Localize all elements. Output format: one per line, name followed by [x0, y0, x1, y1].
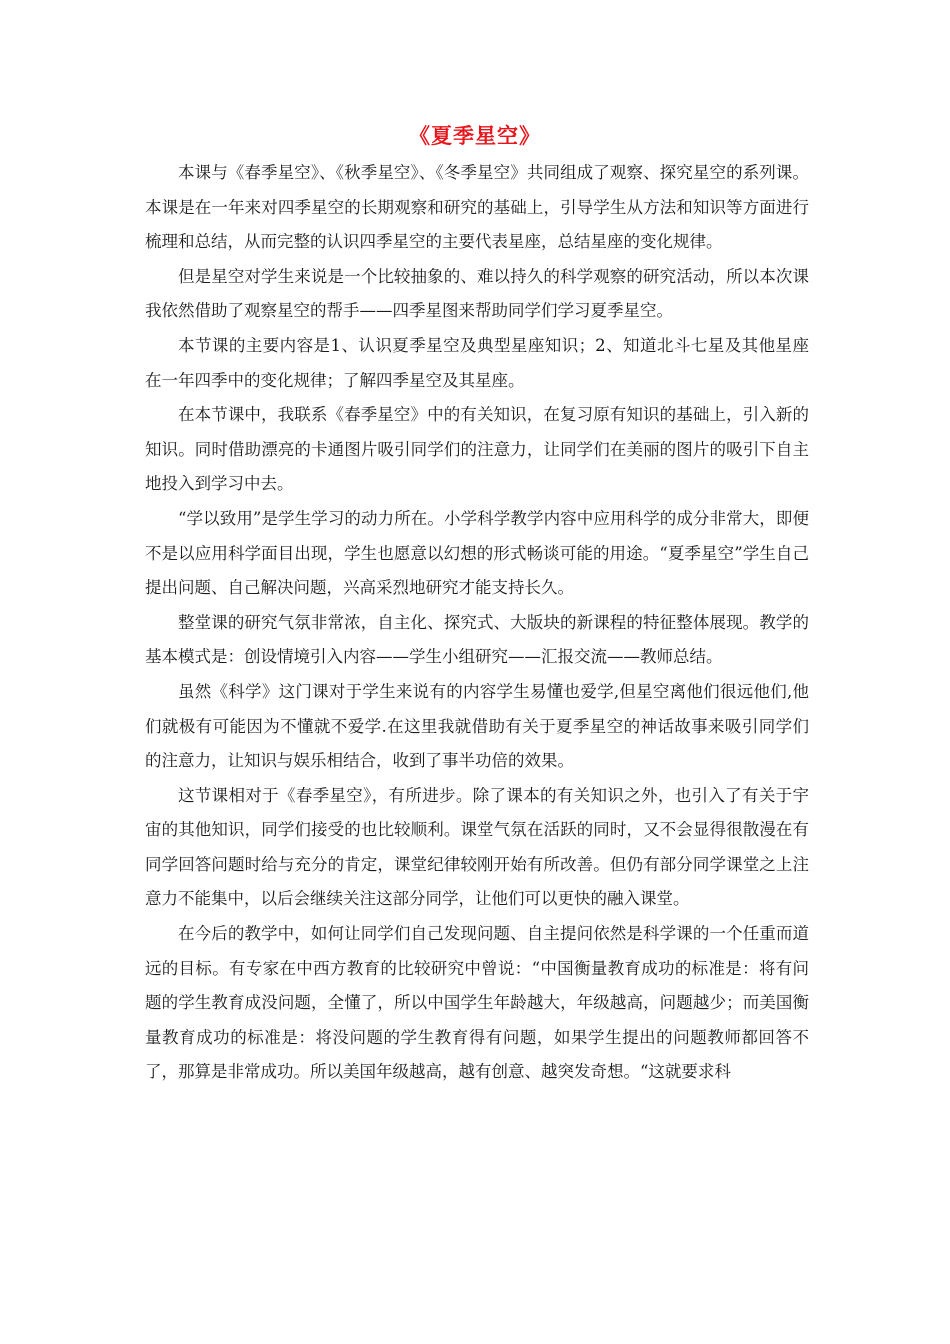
paragraph: 本节课的主要内容是1、认识夏季星空及典型星座知识；2、知道北斗七星及其他星座在一年四季中的变化规律；了解四季星空及其星座。 [145, 335, 809, 390]
document-body [145, 156, 809, 1090]
paragraph: 这节课相对于《春季星空》，有所进步。除了课本的有关知识之外，也引入了有关于宇宙的其他知识，同学们接受的也比较顺利。课堂气氛在活跃的同时，又不会显得很散漫在有同学回答问题时给与充分的肯定，课堂纪律较刚开始有所改善。但仍有部分同学课堂之上注意力不能集中，以后会继续关注这部分同学，让他们可以更快的融入课堂。 [145, 785, 809, 909]
paragraph: 虽然《科学》这门课对于学生来说有的内容学生易懂也爱学,但星空离他们很远他们,他们就极有可能因为不懂就不爱学.在这里我就借助有关于夏季星空的神话故事来吸引同学们的注意力，让知识与娱乐相结合，收到了事半功倍的效果。 [145, 681, 809, 771]
paragraph: “学以致用”是学生学习的动力所在。小学科学教学内容中应用科学的成分非常大，即便不是以应用科学面目出现，学生也愿意以幻想的形式畅谈可能的用途。“夏季星空”学生自己提出问题、自己解决问题，兴高采烈地研究才能支持长久。 [145, 508, 809, 598]
paragraph: 在本节课中，我联系《春季星空》中的有关知识，在复习原有知识的基础上，引入新的知识。同时借助漂亮的卡通图片吸引同学们的注意力，让同学们在美丽的图片的吸引下自主地投入到学习中去。 [145, 405, 809, 494]
paragraph: 整堂课的研究气氛非常浓，自主化、探究式、大版块的新课程的特征整体展现。教学的基本模式是：创设情境引入内容——学生小组研究——汇报交流——教师总结。 [145, 612, 809, 667]
document-title: 《夏季星空》 [409, 124, 541, 148]
paragraph: 但是星空对学生来说是一个比较抽象的、难以持久的科学观察的研究活动，所以本次课我依然借助了观察星空的帮手——四季星图来帮助同学们学习夏季星空。 [145, 266, 809, 321]
paragraph: 本课与《春季星空》、《秋季星空》、《冬季星空》共同组成了观察、探究星空的系列课。本课是在一年来对四季星空的长期观察和研究的基础上，引导学生从方法和知识等方面进行梳理和总结，从而完整的认识四季星空的主要代表星座，总结星座的变化规律。 [145, 163, 809, 252]
paragraph: 在今后的教学中，如何让同学们自己发现问题、自主提问依然是科学课的一个任重而道远的目标。有专家在中西方教育的比较研究中曾说：“中国衡量教育成功的标准是：将有问题的学生教育成没问题，全懂了，所以中国学生年龄越大，年级越高，问题越少；而美国衡量教育成功的标准是：将没问题的学生教育得有问题，如果学生提出的问题教师都回答不了，那算是非常成功。所以美国年级越高，越有创意、越突发奇想。“这就要求科 [145, 924, 809, 1082]
